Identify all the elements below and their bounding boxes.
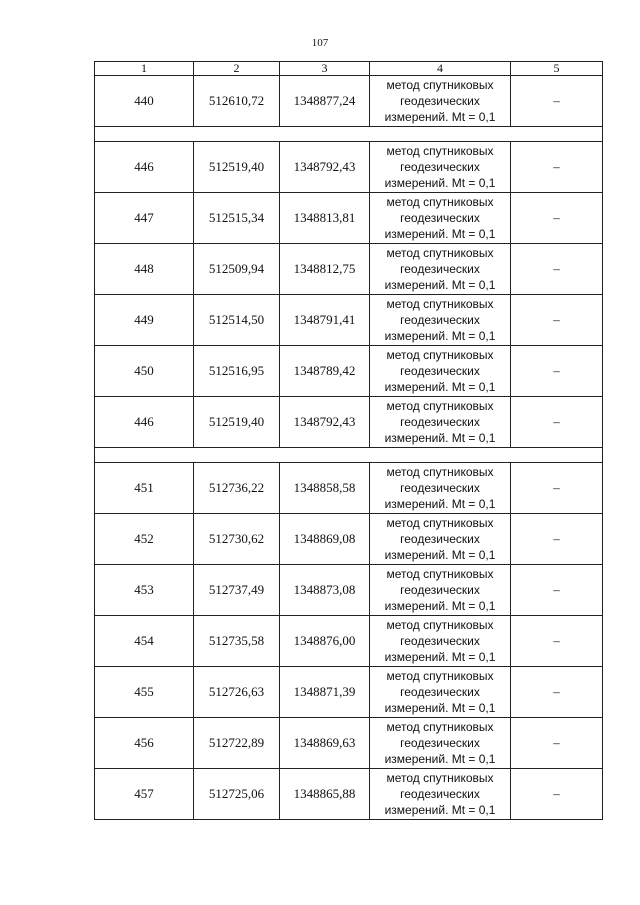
method-cell	[370, 514, 511, 565]
method-text-line: геодезических	[400, 787, 480, 801]
x-coordinate-cell: 512736,22	[194, 463, 280, 514]
table-body	[95, 62, 603, 820]
table-row	[95, 565, 603, 616]
method-text-line: геодезических	[400, 634, 480, 648]
table-row	[95, 769, 603, 820]
header-cell: 3	[280, 62, 370, 76]
method-cell	[370, 76, 511, 127]
method-text-line: метод спутниковых	[386, 771, 494, 785]
method-text-line: геодезических	[400, 736, 480, 750]
method-text-line: метод спутниковых	[386, 399, 494, 413]
method-text-line: измерений. Mt = 0,1	[384, 176, 496, 190]
accuracy-cell: –	[511, 616, 603, 667]
point-number-cell: 449	[95, 295, 194, 346]
accuracy-cell: –	[511, 718, 603, 769]
header-cell: 2	[194, 62, 280, 76]
method-text-line: измерений. Mt = 0,1	[384, 380, 496, 394]
x-coordinate-cell: 512515,34	[194, 193, 280, 244]
method-text-line: измерений. Mt = 0,1	[384, 701, 496, 715]
point-number-cell: 450	[95, 346, 194, 397]
table-row	[95, 718, 603, 769]
method-cell	[370, 244, 511, 295]
y-coordinate-cell: 1348858,58	[280, 463, 370, 514]
y-coordinate-cell: 1348791,41	[280, 295, 370, 346]
accuracy-cell: –	[511, 769, 603, 820]
x-coordinate-cell: 512519,40	[194, 397, 280, 448]
x-coordinate-cell: 512722,89	[194, 718, 280, 769]
method-text-line: измерений. Mt = 0,1	[384, 431, 496, 445]
method-cell	[370, 346, 511, 397]
table-row	[95, 667, 603, 718]
y-coordinate-cell: 1348876,00	[280, 616, 370, 667]
method-text-line: метод спутниковых	[386, 246, 494, 260]
method-text-line: измерений. Mt = 0,1	[384, 329, 496, 343]
accuracy-cell: –	[511, 514, 603, 565]
accuracy-cell: –	[511, 667, 603, 718]
x-coordinate-cell: 512725,06	[194, 769, 280, 820]
table-row	[95, 295, 603, 346]
table-row	[95, 76, 603, 127]
point-number-cell: 453	[95, 565, 194, 616]
accuracy-cell: –	[511, 397, 603, 448]
accuracy-cell: –	[511, 565, 603, 616]
point-number-cell: 446	[95, 142, 194, 193]
method-text-line: измерений. Mt = 0,1	[384, 227, 496, 241]
method-cell	[370, 295, 511, 346]
accuracy-cell: –	[511, 295, 603, 346]
header-cell: 4	[370, 62, 511, 76]
method-text-line: геодезических	[400, 160, 480, 174]
method-text-line: измерений. Mt = 0,1	[384, 548, 496, 562]
point-number-cell: 448	[95, 244, 194, 295]
method-text-line: измерений. Mt = 0,1	[384, 497, 496, 511]
point-number-cell: 447	[95, 193, 194, 244]
method-text-line: геодезических	[400, 211, 480, 225]
method-text-line: измерений. Mt = 0,1	[384, 803, 496, 817]
method-text-line: измерений. Mt = 0,1	[384, 599, 496, 613]
page-number: 107	[311, 37, 329, 49]
point-number-cell: 454	[95, 616, 194, 667]
header-cell: 1	[95, 62, 194, 76]
method-text-line: метод спутниковых	[386, 144, 494, 158]
method-text-line: геодезических	[400, 364, 480, 378]
x-coordinate-cell: 512509,94	[194, 244, 280, 295]
method-text-line: метод спутниковых	[386, 618, 494, 632]
method-text-line: геодезических	[400, 94, 480, 108]
method-cell	[370, 565, 511, 616]
y-coordinate-cell: 1348877,24	[280, 76, 370, 127]
method-text-line: метод спутниковых	[386, 567, 494, 581]
group-separator-row	[95, 127, 603, 142]
coordinates-table	[94, 61, 603, 820]
accuracy-cell: –	[511, 463, 603, 514]
method-text-line: измерений. Mt = 0,1	[384, 752, 496, 766]
group-separator-row	[95, 448, 603, 463]
x-coordinate-cell: 512610,72	[194, 76, 280, 127]
method-cell	[370, 463, 511, 514]
separator-cell	[95, 127, 603, 142]
x-coordinate-cell: 512516,95	[194, 346, 280, 397]
method-text-line: геодезических	[400, 532, 480, 546]
accuracy-cell: –	[511, 142, 603, 193]
method-cell	[370, 667, 511, 718]
method-text-line: измерений. Mt = 0,1	[384, 110, 496, 124]
x-coordinate-cell: 512514,50	[194, 295, 280, 346]
header-cell: 5	[511, 62, 603, 76]
method-cell	[370, 718, 511, 769]
y-coordinate-cell: 1348812,75	[280, 244, 370, 295]
method-text-line: измерений. Mt = 0,1	[384, 650, 496, 664]
y-coordinate-cell: 1348789,42	[280, 346, 370, 397]
header-row	[95, 62, 603, 76]
method-text-line: метод спутниковых	[386, 78, 494, 92]
method-text-line: метод спутниковых	[386, 516, 494, 530]
method-text-line: метод спутниковых	[386, 465, 494, 479]
method-cell	[370, 616, 511, 667]
accuracy-cell: –	[511, 193, 603, 244]
method-text-line: геодезических	[400, 685, 480, 699]
method-text-line: геодезических	[400, 313, 480, 327]
accuracy-cell: –	[511, 76, 603, 127]
point-number-cell: 457	[95, 769, 194, 820]
method-text-line: геодезических	[400, 481, 480, 495]
y-coordinate-cell: 1348873,08	[280, 565, 370, 616]
method-text-line: геодезических	[400, 583, 480, 597]
table-row	[95, 463, 603, 514]
point-number-cell: 440	[95, 76, 194, 127]
y-coordinate-cell: 1348792,43	[280, 142, 370, 193]
accuracy-cell: –	[511, 346, 603, 397]
x-coordinate-cell: 512730,62	[194, 514, 280, 565]
method-text-line: геодезических	[400, 262, 480, 276]
separator-cell	[95, 448, 603, 463]
y-coordinate-cell: 1348813,81	[280, 193, 370, 244]
x-coordinate-cell: 512519,40	[194, 142, 280, 193]
method-text-line: геодезических	[400, 415, 480, 429]
method-text-line: метод спутниковых	[386, 195, 494, 209]
method-text-line: метод спутниковых	[386, 348, 494, 362]
point-number-cell: 446	[95, 397, 194, 448]
point-number-cell: 455	[95, 667, 194, 718]
y-coordinate-cell: 1348869,08	[280, 514, 370, 565]
table-row	[95, 142, 603, 193]
table-row	[95, 514, 603, 565]
table-row	[95, 193, 603, 244]
point-number-cell: 452	[95, 514, 194, 565]
y-coordinate-cell: 1348865,88	[280, 769, 370, 820]
method-text-line: метод спутниковых	[386, 669, 494, 683]
y-coordinate-cell: 1348869,63	[280, 718, 370, 769]
method-cell	[370, 142, 511, 193]
y-coordinate-cell: 1348871,39	[280, 667, 370, 718]
method-cell	[370, 769, 511, 820]
point-number-cell: 451	[95, 463, 194, 514]
method-text-line: метод спутниковых	[386, 720, 494, 734]
table-row	[95, 346, 603, 397]
accuracy-cell: –	[511, 244, 603, 295]
x-coordinate-cell: 512726,63	[194, 667, 280, 718]
table-row	[95, 616, 603, 667]
y-coordinate-cell: 1348792,43	[280, 397, 370, 448]
method-cell	[370, 397, 511, 448]
table-row	[95, 397, 603, 448]
table-row	[95, 244, 603, 295]
x-coordinate-cell: 512737,49	[194, 565, 280, 616]
x-coordinate-cell: 512735,58	[194, 616, 280, 667]
method-text-line: метод спутниковых	[386, 297, 494, 311]
method-cell	[370, 193, 511, 244]
method-text-line: измерений. Mt = 0,1	[384, 278, 496, 292]
point-number-cell: 456	[95, 718, 194, 769]
